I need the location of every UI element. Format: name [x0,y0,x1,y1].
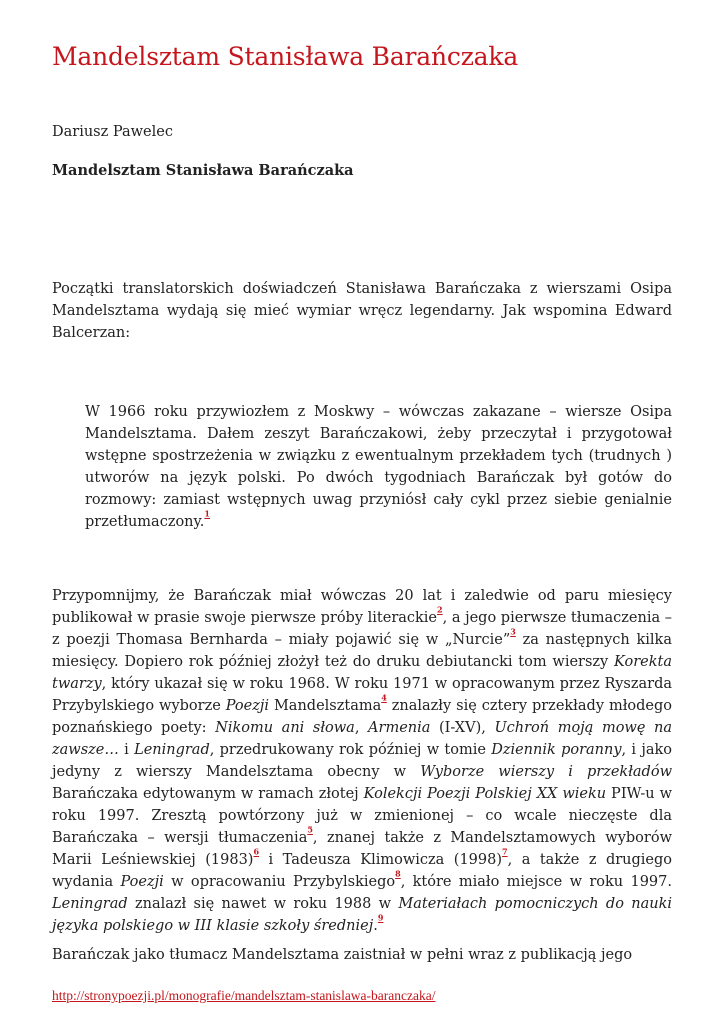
italic-title: Kolekcji Poezji Polskiej XX wieku [363,786,607,802]
paragraph-continued-text: Barańczak jako tłumacz Mandelsztama zaistniał w pełni wraz z publikacją jego [52,947,633,963]
block-quote [85,401,672,533]
text-segment: (I-XV), [430,720,495,736]
italic-title: Armenia [368,720,431,736]
text-segment: za następnych kilka miesięcy. Dopiero rok później złożył też do druku debiutancki tom wierszy [52,632,672,670]
footnote-link-8[interactable]: 8 [395,868,401,879]
italic-title: Poezji [120,874,164,890]
author-name: Dariusz Pawelec [52,124,173,140]
footnote-link-5[interactable]: 5 [307,824,313,835]
footnote-ref-1[interactable] [204,508,210,522]
paragraph-continued [52,944,672,966]
footnote-link-2[interactable]: 2 [437,604,443,615]
text-segment: znalazły się cztery przekłady młodego poznańskiego poety: [52,698,673,736]
text-segment: , które miało miejsce w roku 1997. [400,874,672,890]
italic-title: Poezji [225,698,270,714]
quote-text: W 1966 roku przywiozłem z Moskwy – wówczas zakazane – wiersze Osipa Mandelsztama. Dałem zeszyt Barańczakowi, żeby przeczytał i przygotował wstępne spostrzeżenia w związku z ewentualnym przekładem tych (trudnych ) utworów na język polski. Po dwóch tygodniach Barańczak był gotów do rozmowy: zamiast wstępnych uwag przyniósł cały cykl przez siebie genialnie przetłumaczony. [85,404,672,530]
text-segment: , i jako jedyny z wierszy Mandelsztama obecny w [52,742,672,780]
text-segment: Przypomnijmy, że Barańczak miał wówczas 20 lat i zaledwie od paru miesięcy publikował w prasie swoje pierwsze próby literackie [52,588,672,626]
footnote-link-7[interactable]: 7 [502,846,508,857]
page-title: Mandelsztam Stanisława Barańczaka [52,42,519,71]
text-segment: znalazł się nawet w roku 1988 w [127,896,399,912]
italic-title: Wyborze wierszy i przekładów [420,764,672,780]
italic-title: Materiałach pomocniczych do nauki języka polskiego w III klasie szkoły średniej [52,896,672,934]
text-segment: , który ukazał się w roku 1968. W roku 1971 w opracowanym przez Ryszarda Przybylskiego wyborze [52,676,672,714]
text-segment: i [118,742,135,758]
italic-title: Korekta twarzy [52,654,672,692]
paragraph-main [52,585,672,937]
text-segment: , a jego pierwsze tłumaczenia – z poezji Thomasa Bernharda – miały pojawić się w „Nurcie” [52,610,672,648]
text-segment: w opracowaniu Przybylskiego [163,874,396,890]
text-segment: i Tadeusza Klimowicza (1998) [259,852,503,868]
text-segment: Mandelsztama [269,698,382,714]
italic-title: Leningrad [134,742,210,758]
italic-title: Leningrad [52,896,128,912]
footnote-link-3[interactable]: 3 [510,626,516,637]
text-segment: , a także z drugiego wydania [52,852,673,890]
footnote-link-4[interactable]: 4 [381,692,387,703]
paragraph-intro [52,278,672,344]
source-url-link[interactable]: http://stronypoezji.pl/monografie/mandelsztam-stanislawa-baranczaka/ [52,988,436,1003]
paragraph-intro-text: Początki translatorskich doświadczeń Stanisława Barańczaka z wierszami Osipa Mandelsztama wydają się mieć wymiar wręcz legendarny. Jak wspomina Edward Balcerzan: [52,281,672,341]
italic-title: Uchroń moją mowę na zawsze… [52,720,672,758]
text-segment: . [373,918,378,934]
italic-title: Nikomu ani słowa [215,720,355,736]
article-subtitle: Mandelsztam Stanisława Barańczaka [52,162,354,179]
footnote-link-9[interactable]: 9 [377,912,384,923]
footnote-link-6[interactable]: 6 [253,846,260,857]
text-segment: PIW-u w roku 1997. Zresztą powtórzony już w zmienionej – co wcale nieczęste dla Barańczaka – wersji tłumaczenia [52,786,673,846]
footnote-link-1[interactable]: 1 [204,508,210,519]
text-segment: , [354,720,369,736]
footnote-ref-9[interactable] [377,912,384,926]
text-segment: , przedrukowany rok później w tomie [209,742,492,758]
italic-title: Dziennik poranny [491,742,622,758]
text-segment: Barańczaka edytowanym w ramach złotej [52,786,364,802]
text-segment: , znanej także z Mandelsztamowych wyborów Marii Leśniewskiej (1983) [52,830,672,868]
